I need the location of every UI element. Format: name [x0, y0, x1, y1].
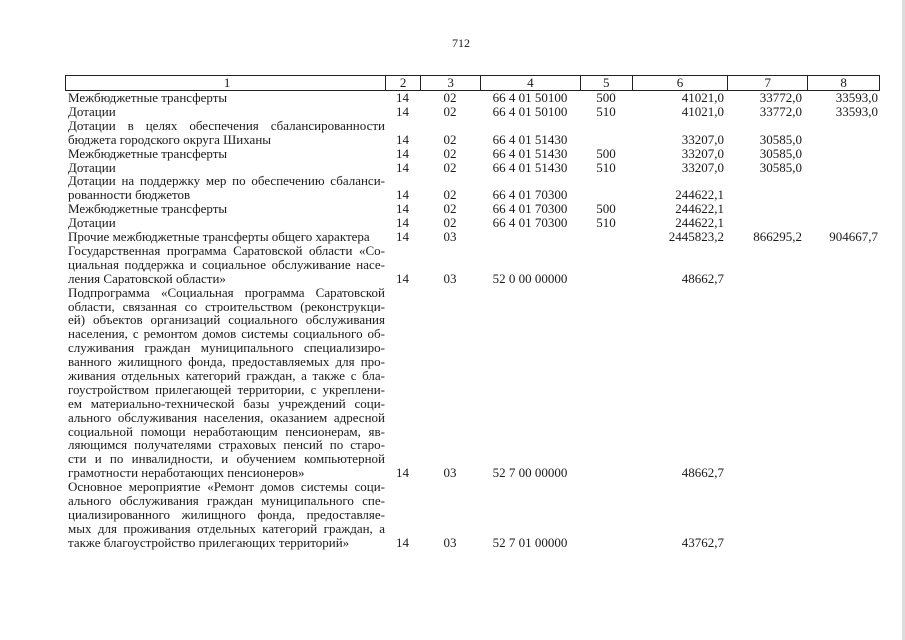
cell-c3: 02	[443, 201, 457, 217]
cell-c7: 30585,0	[759, 131, 802, 147]
cell-c6: 2445823,2	[668, 229, 724, 245]
cell-c8	[808, 202, 880, 216]
cell-c8	[808, 536, 880, 550]
cell-c5	[580, 466, 632, 480]
cell-c3: 02	[443, 159, 457, 175]
table-row	[65, 119, 880, 147]
cell-c4: 52 7 00 00000	[492, 465, 568, 481]
description-line: Дотации в целях обеспечения сбалансированности	[68, 118, 385, 133]
description-line: Дотации на поддержку мер по обеспечению сбаланси-	[68, 174, 385, 189]
description-line: ального обслуживания населения, оказанием адресной	[68, 410, 385, 425]
cell-c4: 66 4 01 70300	[492, 187, 568, 203]
header-col-4: 4	[480, 76, 580, 90]
cell-c8	[808, 188, 880, 202]
table-row	[65, 216, 880, 230]
cell-c6: 33207,0	[681, 159, 724, 175]
cell-c8	[808, 466, 880, 480]
cell-c7	[728, 202, 808, 216]
cell-c2: 14	[396, 90, 409, 105]
cell-c4: 66 4 01 51430	[492, 159, 568, 175]
table-body	[65, 91, 880, 550]
cell-c2: 14	[396, 131, 409, 147]
table-row	[65, 286, 880, 480]
cell-c2: 14	[396, 229, 409, 245]
description-line: сти и по инвалидности, и обучением компьютерной	[68, 452, 385, 467]
description-line: области, связанная со строительством (реконструкци-	[68, 299, 385, 314]
cell-c5	[580, 536, 632, 550]
cell-c8	[808, 147, 880, 161]
cell-c2: 14	[396, 145, 409, 161]
header-col-6: 6	[632, 76, 728, 90]
description-line: Подпрограмма «Социальная программа Саратовской	[68, 285, 385, 300]
description-line: Межбюджетные трансферты	[68, 201, 228, 217]
cell-c7	[728, 536, 808, 550]
cell-c8	[808, 161, 880, 175]
header-col-3: 3	[420, 76, 480, 90]
cell-c6: 41021,0	[681, 103, 724, 119]
description-line: грамотности неработающих пенсионеров»	[68, 465, 305, 481]
cell-c8: 904667,7	[829, 229, 878, 245]
cell-c4: 66 4 01 51430	[492, 145, 568, 161]
cell-c2: 14	[396, 103, 409, 119]
page-number: 712	[452, 36, 470, 50]
cell-c5: 510	[596, 159, 616, 175]
description-line: ления Саратовской области»	[68, 270, 226, 286]
cell-c6: 33207,0	[681, 131, 724, 147]
cell-c3: 02	[443, 187, 457, 203]
cell-c7: 33772,0	[759, 90, 802, 105]
cell-c5: 500	[596, 145, 616, 161]
cell-c4: 66 4 01 50100	[492, 90, 568, 105]
cell-c8	[808, 133, 880, 147]
cell-c8	[808, 272, 880, 286]
cell-c7	[728, 216, 808, 230]
cell-c3: 02	[443, 103, 457, 119]
cell-c2: 14	[396, 534, 409, 550]
description-line: ей) объектов организаций социального обслуживания	[68, 313, 385, 328]
row-description	[65, 244, 385, 286]
description-line: Межбюджетные трансферты	[68, 145, 228, 161]
description-line: ем материально-технической базы учреждений соци-	[68, 396, 385, 411]
table-header-row	[65, 75, 880, 91]
cell-c2: 14	[396, 465, 409, 481]
description-line: ляющимся получателями страховых пенсий по старо-	[68, 438, 385, 453]
row-description	[65, 147, 385, 161]
cell-c5	[580, 272, 632, 286]
cell-c4	[480, 230, 580, 244]
table-row	[65, 161, 880, 175]
cell-c3: 03	[443, 270, 457, 286]
table-row	[65, 230, 880, 244]
description-line: мых для проживания отдельных категорий граждан, а	[68, 521, 385, 536]
row-description	[65, 230, 385, 244]
cell-c8: 33593,0	[835, 103, 878, 119]
description-line: циализированного жилищного фонда, предоставляе-	[68, 507, 385, 522]
cell-c6: 33207,0	[681, 145, 724, 161]
description-line: Межбюджетные трансферты	[68, 90, 228, 105]
description-line: социальной помощи неработающим пенсионерам, яв-	[68, 424, 385, 439]
cell-c3: 03	[443, 534, 457, 550]
header-col-7: 7	[727, 76, 807, 90]
row-description	[65, 286, 385, 480]
header-col-5: 5	[580, 76, 632, 90]
cell-c4: 66 4 01 70300	[492, 201, 568, 217]
description-line: рованности бюджетов	[68, 187, 191, 203]
table-row	[65, 174, 880, 202]
description-line: Прочие межбюджетные трансферты общего характера	[68, 229, 370, 245]
description-line: живания отдельных категорий граждан, а также с бла-	[68, 368, 385, 383]
description-line: ального обслуживания граждан муниципального спе-	[68, 494, 385, 508]
description-line: гоустройством прилегающей территории, с укреплени-	[68, 382, 385, 397]
cell-c2: 14	[396, 187, 409, 203]
description-line: ванного жилищного фонда, предоставляемых для про-	[68, 355, 385, 369]
cell-c3: 02	[443, 145, 457, 161]
cell-c5	[580, 133, 632, 147]
cell-c5: 500	[596, 90, 616, 105]
cell-c6: 244622,1	[675, 201, 724, 217]
cell-c8	[808, 216, 880, 230]
cell-c4: 52 0 00 00000	[492, 270, 568, 286]
cell-c4: 66 4 01 70300	[492, 215, 568, 231]
cell-c2: 14	[396, 215, 409, 231]
header-col-1: 1	[223, 75, 231, 90]
budget-table	[65, 75, 880, 550]
row-description	[65, 91, 385, 105]
description-line: также благоустройство прилегающих территорий»	[68, 534, 350, 550]
table-row	[65, 202, 880, 216]
cell-c7	[728, 272, 808, 286]
description-line: Государственная программа Саратовской области «Со-	[68, 243, 385, 258]
cell-c3: 03	[443, 465, 457, 481]
description-line: населения, с ремонтом домов системы социального об-	[68, 327, 385, 342]
description-line: Дотации	[68, 103, 116, 119]
cell-c7	[728, 466, 808, 480]
cell-c5: 510	[596, 103, 616, 119]
cell-c7: 30585,0	[759, 159, 802, 175]
cell-c7: 866295,2	[753, 229, 802, 245]
cell-c7	[728, 188, 808, 202]
cell-c3: 02	[443, 215, 457, 231]
cell-c2: 14	[396, 270, 409, 286]
cell-c6: 244622,1	[675, 215, 724, 231]
description-line: служивания граждан муниципального специализиро-	[68, 341, 385, 356]
cell-c3: 02	[443, 131, 457, 147]
description-line: Дотации	[68, 215, 116, 231]
cell-c5: 500	[596, 201, 616, 217]
cell-c3: 03	[443, 229, 457, 245]
cell-c5	[580, 188, 632, 202]
table-row	[65, 147, 880, 161]
description-line: бюджета городского округа Шиханы	[68, 131, 272, 147]
description-line: Дотации	[68, 159, 116, 175]
cell-c6: 244622,1	[675, 187, 724, 203]
row-description	[65, 119, 385, 147]
header-col-8: 8	[807, 76, 879, 90]
description-line: Основное мероприятие «Ремонт домов системы соци-	[68, 480, 385, 494]
cell-c2: 14	[396, 159, 409, 175]
row-description	[65, 161, 385, 175]
cell-c4: 66 4 01 50100	[492, 103, 568, 119]
cell-c6: 41021,0	[681, 90, 724, 105]
cell-c7: 33772,0	[759, 103, 802, 119]
row-description	[65, 174, 385, 202]
cell-c6: 43762,7	[681, 534, 724, 550]
description-line: циальная поддержка и социальное обслуживание насе-	[68, 257, 385, 272]
table-row	[65, 105, 880, 119]
row-description	[65, 216, 385, 230]
table-row	[65, 480, 880, 549]
cell-c6: 48662,7	[681, 465, 724, 481]
cell-c4: 52 7 01 00000	[492, 534, 568, 550]
cell-c2: 14	[396, 201, 409, 217]
cell-c4: 66 4 01 51430	[492, 131, 568, 147]
cell-c6: 48662,7	[681, 270, 724, 286]
header-col-2: 2	[385, 76, 420, 90]
cell-c7: 30585,0	[759, 145, 802, 161]
row-description	[65, 202, 385, 216]
cell-c3: 02	[443, 90, 457, 105]
cell-c5	[580, 230, 632, 244]
row-description	[65, 105, 385, 119]
cell-c8: 33593,0	[835, 90, 878, 105]
table-row	[65, 244, 880, 286]
cell-c5: 510	[596, 215, 616, 231]
row-description	[65, 480, 385, 549]
table-row	[65, 91, 880, 105]
